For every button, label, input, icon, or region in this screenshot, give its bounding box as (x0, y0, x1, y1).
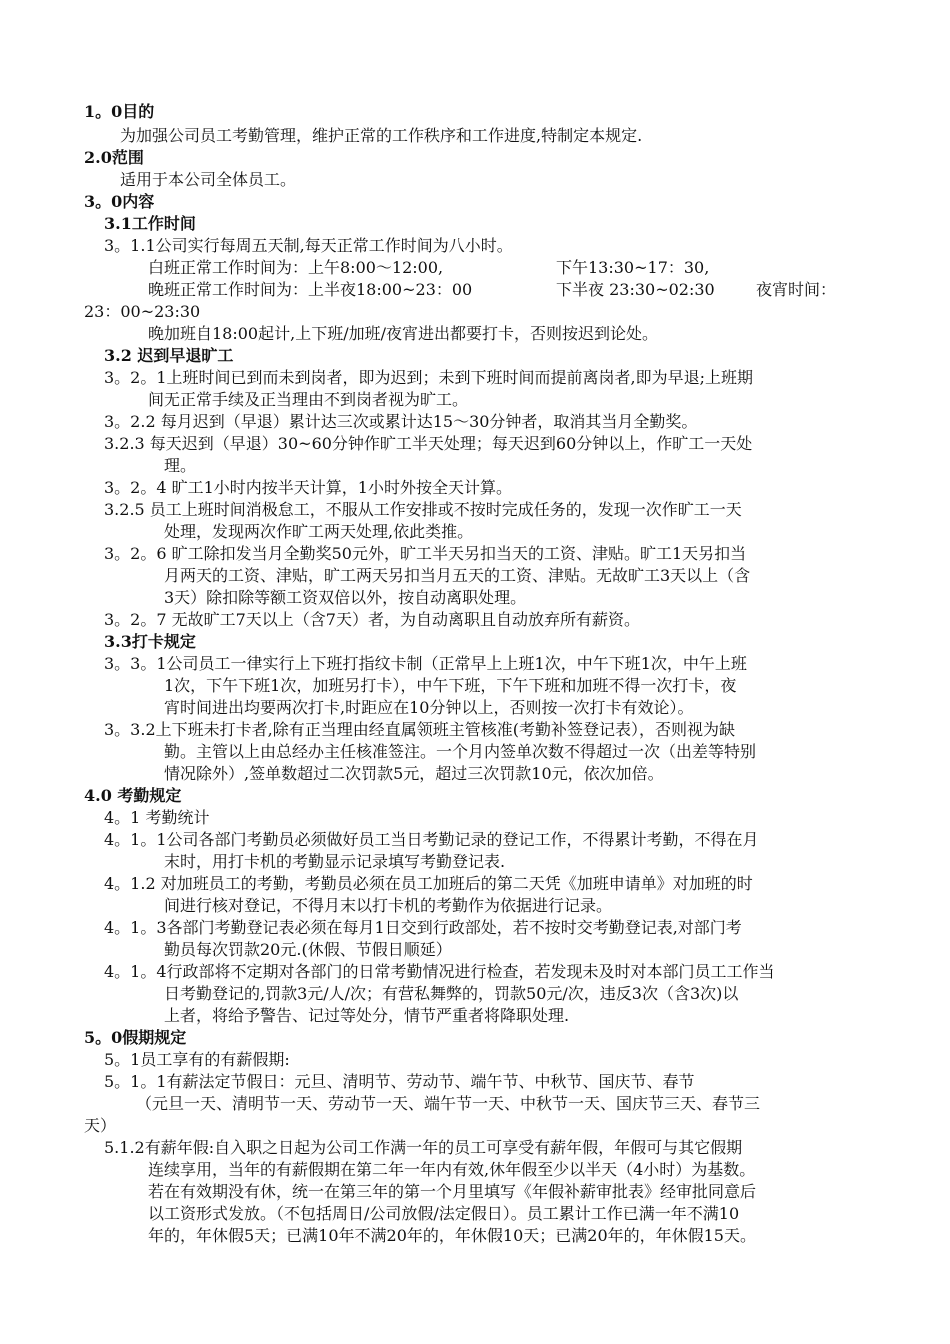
clause-4-1-4: 4。1。4行政部将不定期对各部门的日常考勤情况进行检查，若发现未及时对本部门员工工作当 (104, 962, 775, 981)
clause-3-2-4: 3。2。4 旷工1小时内按半天计算，1小时外按全天计算。 (104, 478, 512, 497)
section-2-heading: 2.0范围 (84, 148, 144, 167)
subsection-3-3-heading: 3.3打卡规定 (104, 632, 196, 651)
clause-4-1-3-cont: 勤员每次罚款20元.(休假、节假日顺延） (164, 940, 452, 959)
clause-4-1-1: 4。1。1公司各部门考勤员必须做好员工当日考勤记录的登记工作，不得累计考勤，不得在月 (104, 830, 759, 849)
clause-3-2-5-cont: 处理，发现两次作旷工两天处理,依此类推。 (164, 522, 474, 541)
night-shift-hours: 晚班正常工作时间为：上半夜18:00~23：00 (148, 280, 473, 299)
clause-3-2-3-cont: 理。 (164, 456, 197, 475)
clause-3-3-2: 3。3.2上下班未打卡者,除有正当理由经直属领班主管核准(考勤补签登记表），否则视为缺 (104, 720, 735, 739)
section-1-heading: 1。0目的 (84, 102, 155, 121)
clause-3-2-2: 3。2.2 每月迟到（早退）累计达三次或累计达15～30分钟者，取消其当月全勤奖。 (104, 412, 698, 431)
clause-3-2-1-cont: 间无正常手续及正当理由不到岗者视为旷工。 (148, 390, 469, 409)
day-shift-hours: 白班正常工作时间为：上午8:00～12:00, (148, 258, 444, 277)
clause-5-1-1-cont-2: 天） (84, 1116, 117, 1135)
overtime-note: 晚加班自18:00起计,上下班/加班/夜宵进出都要打卡，否则按迟到论处。 (148, 324, 658, 343)
clause-3-2-7: 3。2。7 无故旷工7天以上（含7天）者，为自动离职且自动放弃所有薪资。 (104, 610, 640, 629)
clause-3-2-6: 3。2。6 旷工除扣发当月全勤奖50元外，旷工半天另扣当天的工资、津贴。旷工1天另扣当 (104, 544, 747, 563)
clause-3-3-1-cont-1: 1次，下午下班1次，加班另打卡），中午下班，下午下班和加班不得一次打卡，夜 (164, 676, 737, 695)
clause-3-2-5: 3.2.5 员工上班时间消极怠工，不服从工作安排或不按时完成任务的，发现一次作旷工一天 (104, 500, 742, 519)
clause-3-1-1: 3。1.1公司实行每周五天制,每天正常工作时间为八小时。 (104, 236, 513, 255)
section-5-heading: 5。0假期规定 (84, 1028, 187, 1047)
clause-4-1-1-cont: 末时，用打卡机的考勤显示记录填写考勤登记表. (164, 852, 506, 871)
clause-4-1-4-cont-2: 上者，将给予警告、记过等处分，情节严重者将降职处理. (164, 1006, 570, 1025)
clause-5-1-2-cont-4: 年的，年休假5天；已满10年不满20年的，年休假10天；已满20年的，年休假15天。 (148, 1226, 756, 1245)
section-3-heading: 3。0内容 (84, 192, 155, 211)
subsection-4-1-heading: 4。1 考勤统计 (104, 808, 210, 827)
clause-4-1-2: 4。1.2 对加班员工的考勤，考勤员必须在员工加班后的第二天凭《加班申请单》对加班的时 (104, 874, 753, 893)
clause-4-1-2-cont: 间进行核对登记，不得月末以打卡机的考勤作为依据进行记录。 (164, 896, 613, 915)
clause-3-3-2-cont-2: 情况除外）,签单数超过二次罚款5元，超过三次罚款10元，依次加倍。 (164, 764, 664, 783)
clause-5-1-2-cont-3: 以工资形式发放。（不包括周日/公司放假/法定假日）。员工累计工作已满一年不满10 (148, 1204, 740, 1223)
clause-3-3-2-cont-1: 勤。主管以上由总经办主任核准签注。一个月内签单次数不得超过一次（出差等特别 (164, 742, 757, 761)
clause-3-3-1-cont-2: 宵时间进出均要两次打卡,时距应在10分钟以上，否则按一次打卡有效论）。 (164, 698, 694, 717)
clause-5-1-2-cont-2: 若在有效期没有休，统一在第三年的第一个月里填写《年假补薪审批表》经审批同意后 (148, 1182, 757, 1201)
subsection-3-2-heading: 3.2 迟到早退旷工 (104, 346, 234, 365)
clause-3-2-1: 3。2。1上班时间已到而未到岗者，即为迟到；未到下班时间而提前离岗者,即为早退;上班期 (104, 368, 754, 387)
supper-time-label: 夜宵时间： (756, 280, 837, 299)
clause-5-1-1-cont: （元旦一天、清明节一天、劳动节一天、端午节一天、中秋节一天、国庆节三天、春节三 (136, 1094, 761, 1113)
subsection-5-1-heading: 5。1员工享有的有薪假期: (104, 1050, 290, 1069)
clause-4-1-3: 4。1。3各部门考勤登记表必须在每月1日交到行政部处，若不按时交考勤登记表,对部门考 (104, 918, 742, 937)
subsection-3-1-heading: 3.1工作时间 (104, 214, 196, 233)
day-shift-afternoon: 下午13:30~17：30, (556, 258, 710, 277)
clause-3-2-6-cont-2: 3天）除扣除等额工资双倍以外，按自动离职处理。 (164, 588, 527, 607)
clause-3-2-6-cont-1: 月两天的工资、津贴，旷工两天另扣当月五天的工资、津贴。无故旷工3天以上（含 (164, 566, 751, 585)
clause-5-1-2: 5.1.2有薪年假:自入职之日起为公司工作满一年的员工可享受有薪年假，年假可与其它假期 (104, 1138, 743, 1157)
supper-time-value: 23：00~23:30 (84, 302, 201, 321)
clause-5-1-2-cont-1: 连续享用，当年的有薪假期在第二年一年内有效,休年假至少以半天（4小时）为基数。 (148, 1160, 756, 1179)
section-2-text: 适用于本公司全体员工。 (120, 170, 297, 189)
section-4-heading: 4.0 考勤规定 (84, 786, 182, 805)
clause-5-1-1: 5。1。1有薪法定节假日：元旦、清明节、劳动节、端午节、中秋节、国庆节、春节 (104, 1072, 695, 1091)
night-shift-second-half: 下半夜 23:30~02:30 (556, 280, 715, 299)
clause-3-2-3: 3.2.3 每天迟到（早退）30~60分钟作旷工半天处理；每天迟到60分钟以上，作旷工一天处 (104, 434, 753, 453)
clause-4-1-4-cont-1: 日考勤登记的,罚款3元/人/次；有营私舞弊的，罚款50元/次，违反3次（含3次)以 (164, 984, 739, 1003)
clause-3-3-1: 3。3。1公司员工一律实行上下班打指纹卡制（正常早上上班1次，中午下班1次，中午上班 (104, 654, 747, 673)
section-1-text: 为加强公司员工考勤管理，维护正常的工作秩序和工作进度,特制定本规定. (120, 126, 643, 145)
